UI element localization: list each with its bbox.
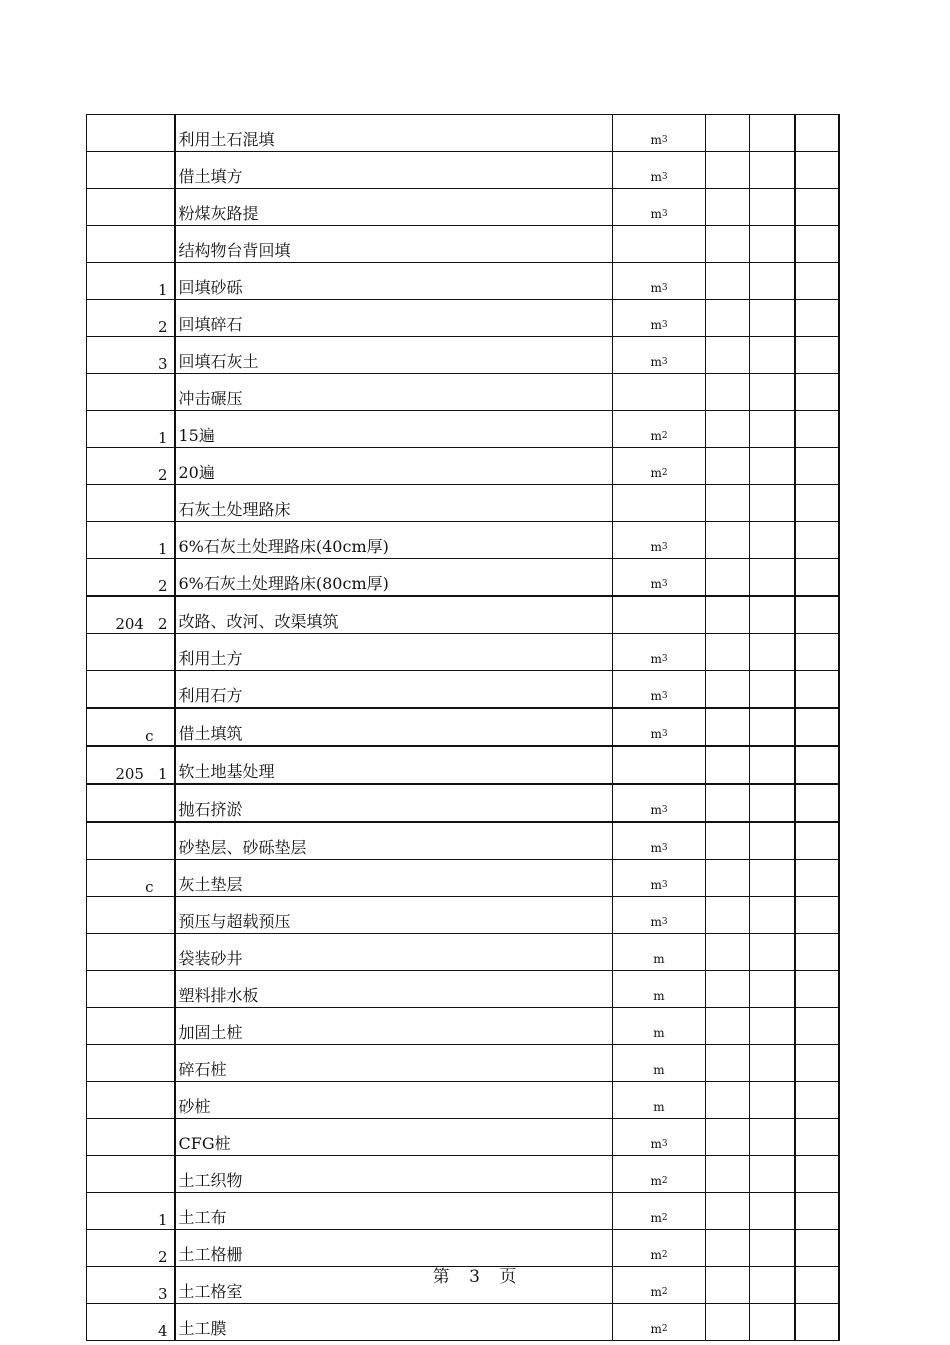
empty-value-cell-2 (750, 485, 795, 522)
item-name-cell: 回填石灰土 (175, 337, 613, 374)
empty-value-cell-3 (795, 448, 839, 485)
item-code-cell (87, 971, 175, 1008)
empty-value-cell-1 (706, 1082, 750, 1119)
empty-value-cell-3 (795, 822, 839, 860)
item-name-cell: 砂垫层、砂砾垫层 (175, 822, 613, 860)
empty-value-cell-2 (750, 337, 795, 374)
empty-value-cell-1 (706, 337, 750, 374)
unit-exponent: 3 (661, 805, 668, 815)
table-row (87, 189, 839, 226)
unit-cell (613, 1156, 706, 1193)
empty-value-cell-3 (795, 897, 839, 934)
unit-base: m (653, 952, 665, 966)
empty-value-cell-1 (706, 634, 750, 671)
unit-base: m (650, 318, 662, 332)
item-sub-code: 2 (157, 615, 168, 633)
empty-value-cell-1 (706, 897, 750, 934)
item-sub-code: 3 (157, 355, 168, 373)
table-row (87, 1008, 839, 1045)
item-code-cell (87, 784, 175, 822)
empty-value-cell-1 (706, 374, 750, 411)
item-sub-code: 3 (157, 1285, 168, 1303)
item-name-cell: 利用石方 (175, 671, 613, 709)
unit-base: m (653, 989, 665, 1003)
empty-value-cell-2 (750, 411, 795, 448)
unit-base: m (650, 170, 662, 184)
unit-base: m (653, 1063, 665, 1077)
unit-base: m (650, 652, 662, 666)
empty-value-cell-1 (706, 708, 750, 746)
empty-value-cell-1 (706, 226, 750, 263)
empty-value-cell-1 (706, 1156, 750, 1193)
unit-exponent: 3 (661, 283, 668, 293)
unit-base: m (650, 133, 662, 147)
empty-value-cell-3 (795, 226, 839, 263)
item-code-cell (87, 822, 175, 860)
empty-value-cell-3 (795, 411, 839, 448)
unit-cell (613, 1193, 706, 1230)
unit-base: m (650, 207, 662, 221)
table-row (87, 559, 839, 597)
item-code-cell (87, 1045, 175, 1082)
unit-exponent: 2 (661, 1213, 668, 1223)
empty-value-cell-2 (750, 671, 795, 709)
empty-value-cell-1 (706, 115, 750, 152)
item-code-cell (87, 152, 175, 189)
item-name-cell: 利用土石混填 (175, 115, 613, 152)
unit-base: m (650, 727, 662, 741)
empty-value-cell-3 (795, 1082, 839, 1119)
table-row (87, 115, 839, 152)
empty-value-cell-1 (706, 522, 750, 559)
item-code-cell (87, 115, 175, 152)
unit-cell (613, 971, 706, 1008)
unit-exponent: 2 (661, 1324, 668, 1334)
empty-value-cell-1 (706, 411, 750, 448)
empty-value-cell-2 (750, 559, 795, 597)
table-row (87, 746, 839, 784)
unit-cell (613, 1230, 706, 1267)
item-code-cell (87, 860, 175, 897)
item-code-cell (87, 746, 175, 784)
item-name-cell: 改路、改河、改渠填筑 (175, 596, 613, 634)
empty-value-cell-3 (795, 596, 839, 634)
empty-value-cell-3 (795, 485, 839, 522)
item-code-cell (87, 1156, 175, 1193)
unit-exponent: 3 (661, 691, 668, 701)
item-sub-code: 4 (157, 1322, 168, 1340)
item-code-cell (87, 708, 175, 746)
table-row (87, 897, 839, 934)
table-row (87, 152, 839, 189)
empty-value-cell-3 (795, 300, 839, 337)
empty-value-cell-2 (750, 1304, 795, 1341)
unit-base: m (650, 281, 662, 295)
unit-cell (613, 860, 706, 897)
item-code-cell (87, 485, 175, 522)
empty-value-cell-1 (706, 263, 750, 300)
empty-value-cell-1 (706, 822, 750, 860)
unit-base: m (650, 1322, 662, 1336)
unit-base: m (650, 1285, 662, 1299)
empty-value-cell-1 (706, 448, 750, 485)
item-name-cell: 冲击碾压 (175, 374, 613, 411)
unit-base: m (650, 878, 662, 892)
unit-exponent: 3 (661, 654, 668, 664)
empty-value-cell-1 (706, 784, 750, 822)
item-name-cell: 土工织物 (175, 1156, 613, 1193)
table-row (87, 634, 839, 671)
item-name-cell: 利用土方 (175, 634, 613, 671)
unit-cell (613, 897, 706, 934)
empty-value-cell-3 (795, 634, 839, 671)
unit-cell (613, 671, 706, 709)
empty-value-cell-1 (706, 1119, 750, 1156)
page-number: 3 (469, 1267, 481, 1287)
unit-exponent: 2 (661, 1250, 668, 1260)
unit-base: m (650, 841, 662, 855)
empty-value-cell-2 (750, 746, 795, 784)
unit-base: m (650, 803, 662, 817)
table-row (87, 1193, 839, 1230)
unit-cell (613, 300, 706, 337)
table-row (87, 263, 839, 300)
empty-value-cell-2 (750, 1193, 795, 1230)
table-row (87, 411, 839, 448)
table-row (87, 1156, 839, 1193)
empty-value-cell-2 (750, 448, 795, 485)
unit-base: m (650, 1174, 662, 1188)
empty-value-cell-2 (750, 860, 795, 897)
item-name-cell: 20遍 (175, 448, 613, 485)
item-code-cell (87, 897, 175, 934)
unit-base: m (650, 689, 662, 703)
table-row (87, 1045, 839, 1082)
table-row (87, 860, 839, 897)
empty-value-cell-1 (706, 671, 750, 709)
empty-value-cell-1 (706, 971, 750, 1008)
table-row (87, 1230, 839, 1267)
unit-exponent: 3 (661, 135, 668, 145)
empty-value-cell-2 (750, 934, 795, 971)
unit-exponent: 3 (661, 357, 668, 367)
unit-base: m (650, 355, 662, 369)
empty-value-cell-1 (706, 485, 750, 522)
empty-value-cell-1 (706, 559, 750, 597)
unit-exponent: 2 (661, 431, 668, 441)
item-code-cell (87, 1230, 175, 1267)
empty-value-cell-2 (750, 152, 795, 189)
unit-cell (613, 448, 706, 485)
empty-value-cell-2 (750, 784, 795, 822)
empty-value-cell-1 (706, 300, 750, 337)
unit-cell (613, 1304, 706, 1341)
unit-exponent: 3 (661, 917, 668, 927)
item-name-cell: 软土地基处理 (175, 746, 613, 784)
item-name-cell: 袋装砂井 (175, 934, 613, 971)
item-sub-code: 2 (157, 466, 168, 484)
page-prefix: 第 (432, 1267, 451, 1287)
bill-of-quantities-table (86, 114, 840, 1341)
empty-value-cell-3 (795, 263, 839, 300)
unit-cell (613, 411, 706, 448)
item-name-cell: 土工膜 (175, 1304, 613, 1341)
item-code-cell (87, 1193, 175, 1230)
unit-cell (613, 708, 706, 746)
empty-value-cell-3 (795, 1119, 839, 1156)
empty-value-cell-2 (750, 189, 795, 226)
item-name-cell: 抛石挤淤 (175, 784, 613, 822)
item-code-cell (87, 559, 175, 597)
unit-cell (613, 152, 706, 189)
item-sub-code: 1 (157, 540, 168, 558)
empty-value-cell-3 (795, 115, 839, 152)
empty-value-cell-2 (750, 522, 795, 559)
empty-value-cell-2 (750, 897, 795, 934)
empty-value-cell-2 (750, 708, 795, 746)
empty-value-cell-1 (706, 746, 750, 784)
item-name-cell: 灰土垫层 (175, 860, 613, 897)
unit-exponent: 3 (661, 320, 668, 330)
unit-cell (613, 746, 706, 784)
unit-cell (613, 522, 706, 559)
empty-value-cell-1 (706, 934, 750, 971)
empty-value-cell-2 (750, 596, 795, 634)
item-name-cell: CFG桩 (175, 1119, 613, 1156)
item-code-cell (87, 1304, 175, 1341)
empty-value-cell-2 (750, 115, 795, 152)
table-row (87, 1082, 839, 1119)
empty-value-cell-2 (750, 226, 795, 263)
unit-base: m (650, 1137, 662, 1151)
unit-cell (613, 226, 706, 263)
unit-exponent: 3 (661, 1139, 668, 1149)
empty-value-cell-2 (750, 1045, 795, 1082)
table-row (87, 300, 839, 337)
table-body (87, 115, 839, 1341)
unit-base: m (650, 466, 662, 480)
table-row (87, 1119, 839, 1156)
unit-cell (613, 189, 706, 226)
table-row (87, 971, 839, 1008)
unit-exponent: 3 (661, 209, 668, 219)
table-row (87, 784, 839, 822)
unit-cell (613, 374, 706, 411)
table-row (87, 1304, 839, 1341)
item-sub-code: 2 (157, 1248, 168, 1266)
empty-value-cell-1 (706, 1045, 750, 1082)
item-sub-code: 1 (157, 429, 168, 447)
unit-exponent: 2 (661, 1287, 668, 1297)
empty-value-cell-2 (750, 1008, 795, 1045)
unit-base: m (650, 915, 662, 929)
empty-value-cell-3 (795, 1304, 839, 1341)
unit-exponent: 3 (661, 542, 668, 552)
empty-value-cell-3 (795, 374, 839, 411)
page-suffix: 页 (499, 1267, 518, 1287)
empty-value-cell-2 (750, 634, 795, 671)
empty-value-cell-2 (750, 1119, 795, 1156)
item-code-cell (87, 671, 175, 709)
unit-exponent: 3 (661, 579, 668, 589)
item-sub-code: 2 (157, 318, 168, 336)
unit-exponent: 3 (661, 843, 668, 853)
empty-value-cell-2 (750, 822, 795, 860)
item-section-code: 205 (115, 765, 144, 783)
empty-value-cell-2 (750, 300, 795, 337)
item-code-cell (87, 374, 175, 411)
empty-value-cell-3 (795, 1045, 839, 1082)
unit-cell (613, 1045, 706, 1082)
empty-value-cell-3 (795, 522, 839, 559)
empty-value-cell-1 (706, 860, 750, 897)
item-name-cell: 土工格栅 (175, 1230, 613, 1267)
item-code-cell (87, 411, 175, 448)
empty-value-cell-2 (750, 1156, 795, 1193)
item-section-code: c (145, 878, 154, 896)
item-sub-code: 1 (157, 765, 168, 783)
unit-cell (613, 115, 706, 152)
item-code-cell (87, 1119, 175, 1156)
table-row (87, 226, 839, 263)
item-name-cell: 6%石灰土处理路床(40cm厚) (175, 522, 613, 559)
table-row (87, 337, 839, 374)
unit-cell (613, 934, 706, 971)
table-row (87, 708, 839, 746)
item-sub-code: 1 (157, 1211, 168, 1229)
empty-value-cell-1 (706, 1230, 750, 1267)
unit-cell (613, 263, 706, 300)
unit-base: m (650, 429, 662, 443)
empty-value-cell-3 (795, 784, 839, 822)
page-footer (0, 1262, 950, 1287)
item-section-code: 204 (115, 615, 144, 633)
empty-value-cell-3 (795, 671, 839, 709)
unit-exponent: 2 (661, 468, 668, 478)
table-row (87, 374, 839, 411)
empty-value-cell-3 (795, 934, 839, 971)
item-name-cell: 石灰土处理路床 (175, 485, 613, 522)
empty-value-cell-2 (750, 1082, 795, 1119)
unit-base: m (653, 1026, 665, 1040)
item-code-cell (87, 226, 175, 263)
empty-value-cell-3 (795, 152, 839, 189)
unit-cell (613, 485, 706, 522)
table-row (87, 596, 839, 634)
unit-cell (613, 559, 706, 597)
empty-value-cell-2 (750, 263, 795, 300)
item-name-cell: 借土填方 (175, 152, 613, 189)
item-code-cell (87, 337, 175, 374)
unit-exponent: 3 (661, 172, 668, 182)
empty-value-cell-2 (750, 374, 795, 411)
empty-value-cell-3 (795, 1193, 839, 1230)
empty-value-cell-3 (795, 189, 839, 226)
unit-exponent: 3 (661, 729, 668, 739)
empty-value-cell-2 (750, 971, 795, 1008)
item-name-cell: 借土填筑 (175, 708, 613, 746)
table-row (87, 448, 839, 485)
unit-base: m (650, 1211, 662, 1225)
table-row (87, 934, 839, 971)
empty-value-cell-3 (795, 1230, 839, 1267)
unit-cell (613, 596, 706, 634)
unit-cell (613, 1119, 706, 1156)
unit-cell (613, 822, 706, 860)
empty-value-cell-3 (795, 559, 839, 597)
unit-cell (613, 1082, 706, 1119)
unit-cell (613, 337, 706, 374)
item-code-cell (87, 1082, 175, 1119)
item-name-cell: 土工格室 (175, 1267, 613, 1304)
item-sub-code: 1 (157, 281, 168, 299)
item-code-cell (87, 189, 175, 226)
item-sub-code: 2 (157, 577, 168, 595)
empty-value-cell-1 (706, 1008, 750, 1045)
empty-value-cell-1 (706, 596, 750, 634)
unit-exponent: 3 (661, 880, 668, 890)
unit-base: m (650, 1248, 662, 1262)
item-name-cell: 砂桩 (175, 1082, 613, 1119)
item-name-cell: 15遍 (175, 411, 613, 448)
item-name-cell: 塑料排水板 (175, 971, 613, 1008)
empty-value-cell-1 (706, 1193, 750, 1230)
unit-base: m (650, 540, 662, 554)
item-code-cell (87, 1008, 175, 1045)
empty-value-cell-2 (750, 1230, 795, 1267)
table-row (87, 822, 839, 860)
item-name-cell: 回填砂砾 (175, 263, 613, 300)
item-code-cell (87, 448, 175, 485)
empty-value-cell-1 (706, 189, 750, 226)
item-name-cell: 回填碎石 (175, 300, 613, 337)
empty-value-cell-3 (795, 971, 839, 1008)
item-name-cell: 预压与超载预压 (175, 897, 613, 934)
empty-value-cell-3 (795, 860, 839, 897)
item-code-cell (87, 263, 175, 300)
table-row (87, 485, 839, 522)
empty-value-cell-3 (795, 1008, 839, 1045)
empty-value-cell-3 (795, 337, 839, 374)
unit-exponent: 2 (661, 1176, 668, 1186)
item-name-cell: 结构物台背回填 (175, 226, 613, 263)
unit-cell (613, 634, 706, 671)
item-code-cell (87, 300, 175, 337)
empty-value-cell-3 (795, 708, 839, 746)
item-name-cell: 粉煤灰路提 (175, 189, 613, 226)
item-code-cell (87, 522, 175, 559)
item-section-code: c (145, 727, 154, 745)
empty-value-cell-1 (706, 1304, 750, 1341)
item-name-cell: 碎石桩 (175, 1045, 613, 1082)
unit-cell (613, 784, 706, 822)
unit-cell (613, 1008, 706, 1045)
empty-value-cell-3 (795, 746, 839, 784)
table-row (87, 522, 839, 559)
unit-base: m (650, 577, 662, 591)
item-code-cell (87, 596, 175, 634)
item-name-cell: 6%石灰土处理路床(80cm厚) (175, 559, 613, 597)
item-name-cell: 加固土桩 (175, 1008, 613, 1045)
item-name-cell: 土工布 (175, 1193, 613, 1230)
table-row (87, 671, 839, 709)
item-code-cell (87, 934, 175, 971)
unit-base: m (653, 1100, 665, 1114)
empty-value-cell-1 (706, 152, 750, 189)
item-code-cell (87, 634, 175, 671)
empty-value-cell-3 (795, 1156, 839, 1193)
